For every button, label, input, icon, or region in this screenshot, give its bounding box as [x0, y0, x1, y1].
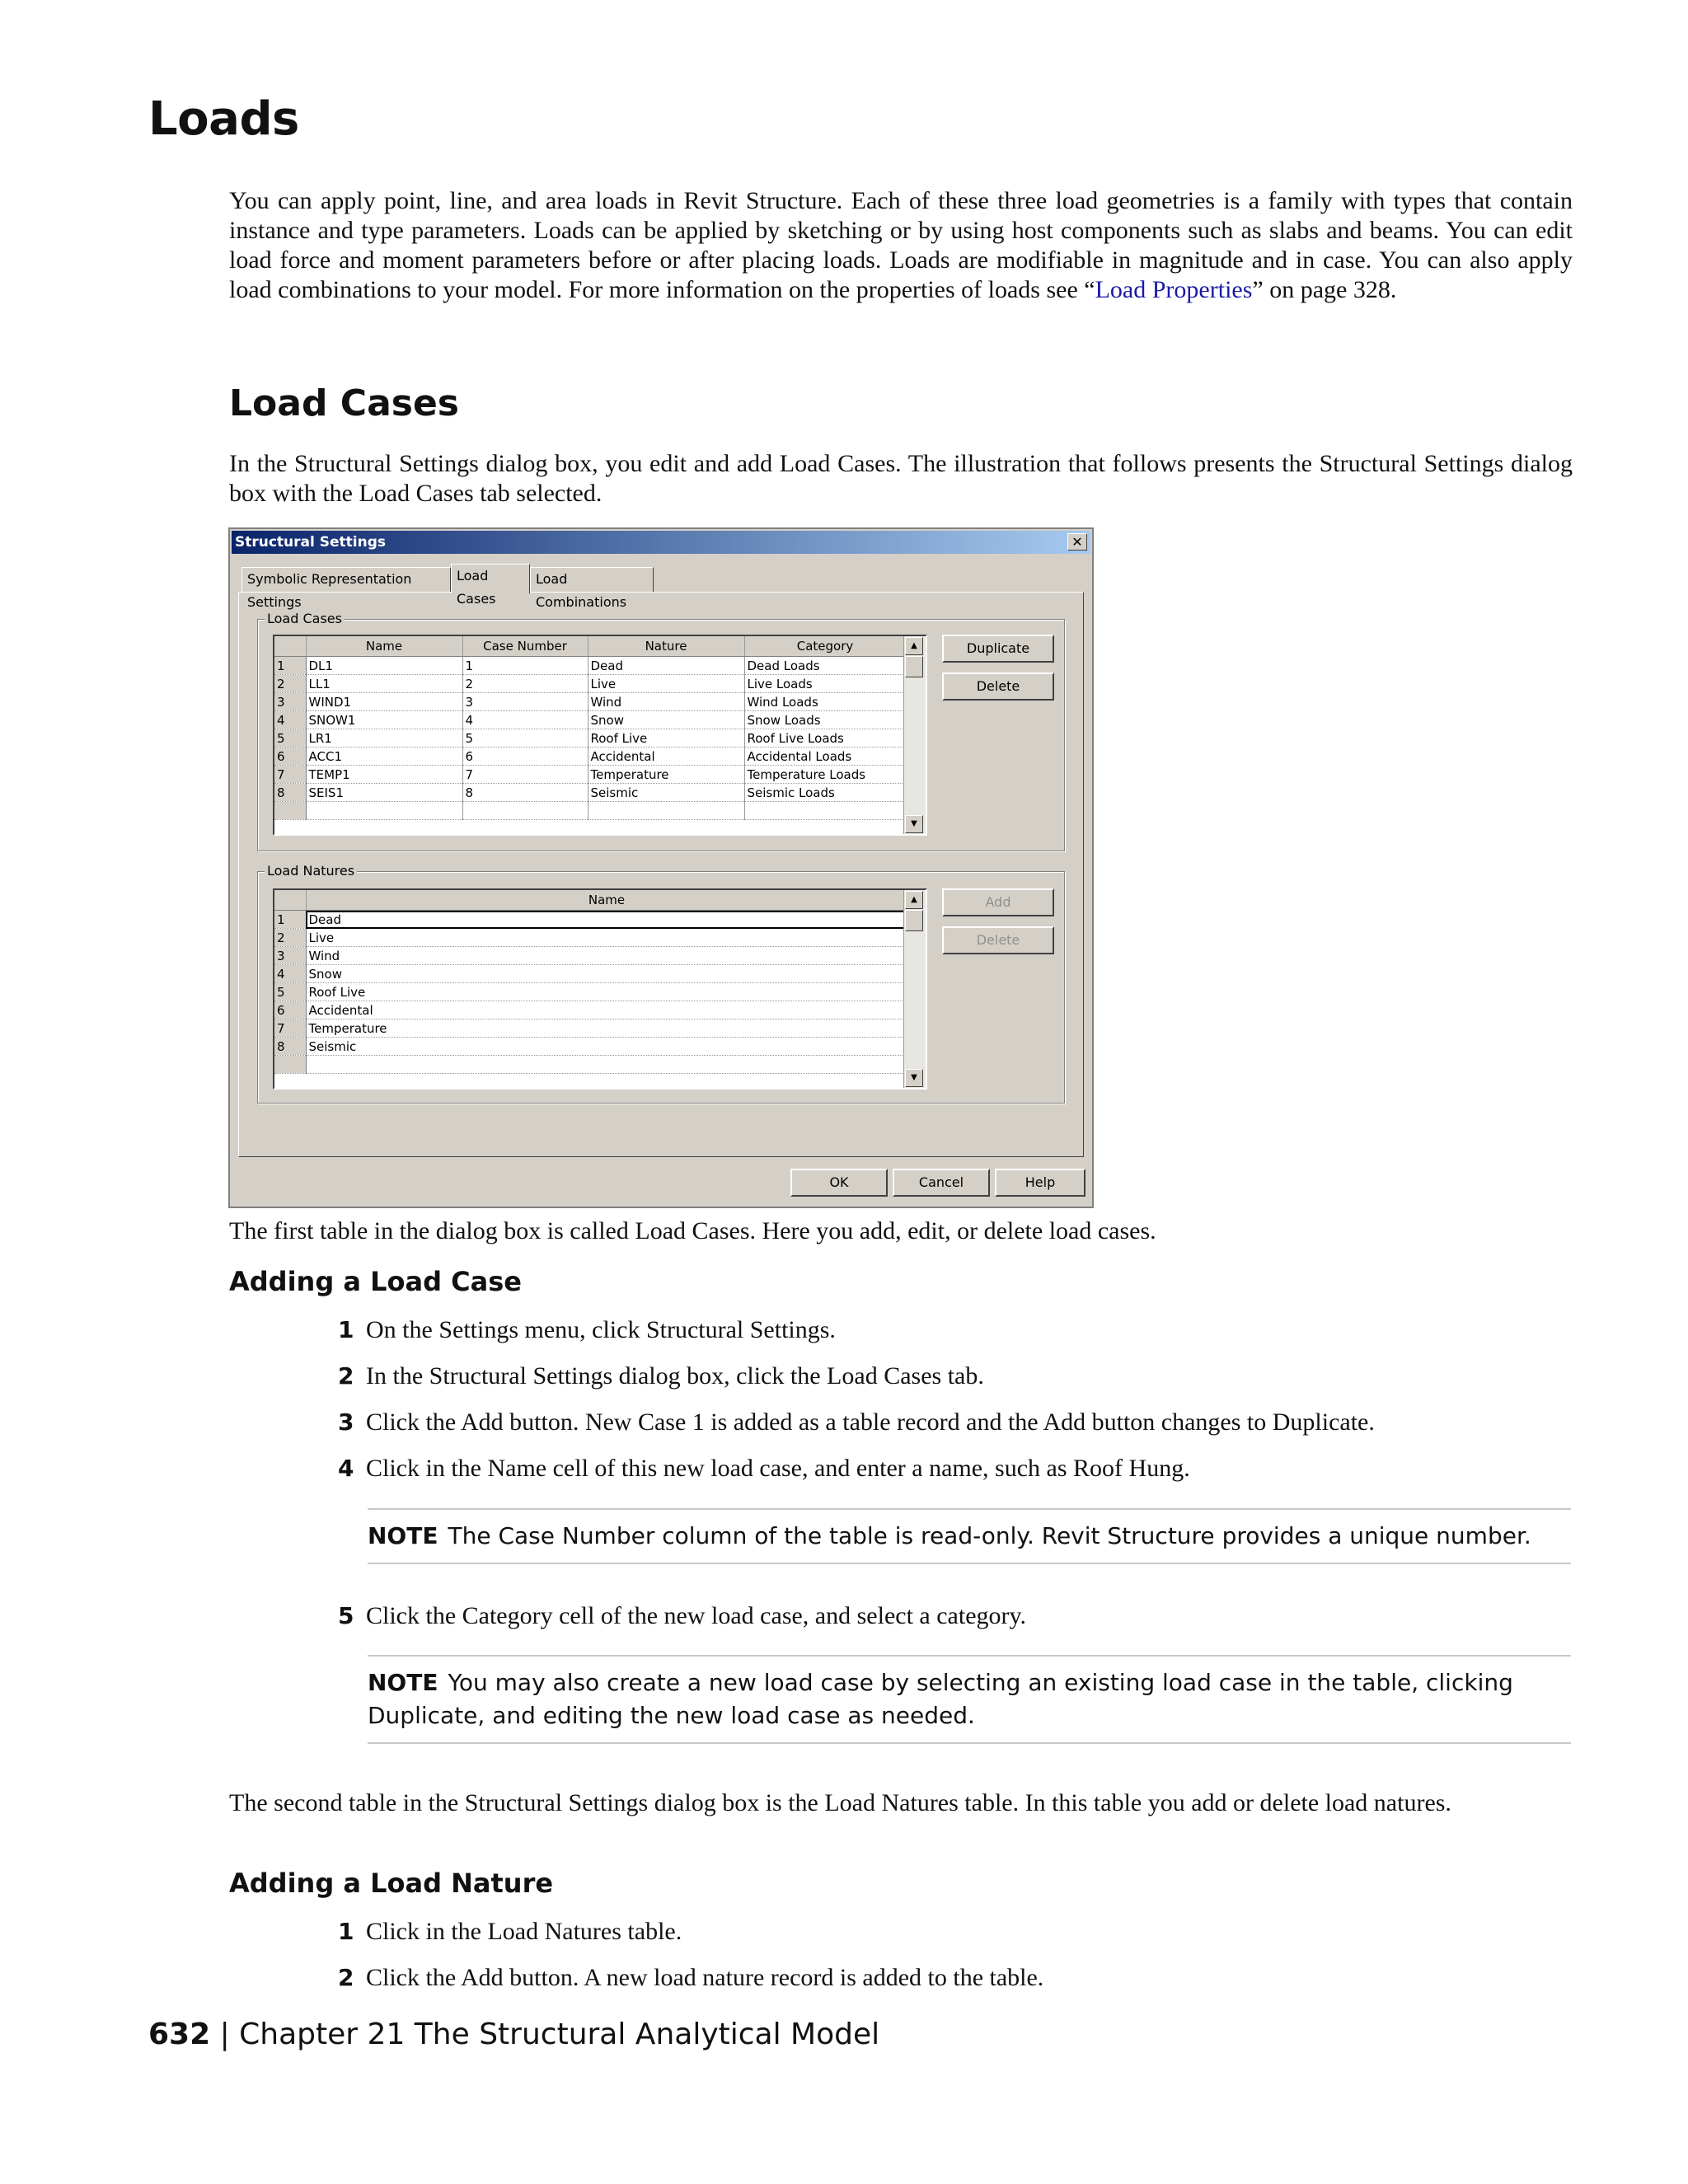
table-cell[interactable]: SNOW1: [306, 711, 462, 729]
table-cell[interactable]: Roof Live Loads: [744, 729, 906, 748]
table-cell[interactable]: 6: [462, 748, 588, 766]
row-index: 4: [274, 711, 306, 729]
case-step-5: 5 Click the Category cell of the new load case, and select a category.: [338, 1602, 1027, 1629]
case-step-1: 1 On the Settings menu, click Structural Settings.: [338, 1316, 836, 1343]
table-cell[interactable]: Roof Live: [588, 729, 744, 748]
table-cell[interactable]: Live: [306, 929, 907, 947]
dialog-titlebar: [232, 531, 1090, 554]
column-header-name[interactable]: Name: [306, 636, 462, 657]
table-cell[interactable]: Temperature: [306, 1019, 907, 1038]
load-natures-group-label: Load Natures: [265, 863, 357, 879]
table-row[interactable]: [274, 729, 906, 748]
row-index: 7: [274, 766, 306, 784]
table-cell[interactable]: LL1: [306, 675, 462, 693]
load-natures-scrollbar[interactable]: [903, 890, 926, 1088]
delete-nature-button[interactable]: Delete: [942, 926, 1054, 954]
table-cell[interactable]: Seismic: [306, 1038, 907, 1056]
empty-cell[interactable]: [306, 802, 462, 820]
table-cell[interactable]: SEIS1: [306, 784, 462, 802]
empty-row[interactable]: [274, 802, 906, 820]
empty-cell[interactable]: [306, 1056, 907, 1074]
table-cell[interactable]: Accidental Loads: [744, 748, 906, 766]
table-cell[interactable]: WIND1: [306, 693, 462, 711]
nature-step-2: 2 Click the Add button. A new load nature record is added to the table.: [338, 1964, 1044, 1991]
cancel-button[interactable]: Cancel: [893, 1169, 990, 1197]
table-row[interactable]: [274, 1038, 907, 1056]
table-cell[interactable]: 2: [462, 675, 588, 693]
delete-case-button[interactable]: Delete: [942, 673, 1054, 701]
scroll-down-icon[interactable]: ▼: [905, 815, 923, 833]
row-index: 5: [274, 729, 306, 748]
after-dialog-paragraph: The first table in the dialog box is called Load Cases. Here you add, edit, or delete load cases.: [229, 1217, 1156, 1244]
tab-panel: [238, 592, 1084, 1157]
case-step-3: 3 Click the Add button. New Case 1 is added as a table record and the Add button changes to Duplicate.: [338, 1408, 1375, 1436]
table-cell[interactable]: Snow: [588, 711, 744, 729]
dialog-title: Structural Settings: [235, 534, 387, 551]
scroll-up-icon[interactable]: ▲: [905, 637, 923, 655]
empty-row[interactable]: [274, 1056, 907, 1074]
table-cell[interactable]: Temperature: [588, 766, 744, 784]
case-step-2: 2 In the Structural Settings dialog box, click the Load Cases tab.: [338, 1362, 984, 1390]
table-cell[interactable]: Dead Loads: [744, 657, 906, 675]
row-index: 3: [274, 947, 306, 965]
help-button[interactable]: Help: [995, 1169, 1085, 1197]
note-duplicate: NOTE You may also create a new load case by selecting an existing load case in the table, clicking Duplicate, and editing the new load case as needed.: [368, 1655, 1571, 1744]
tab-load-combinations[interactable]: Load Combinations: [530, 567, 654, 592]
chapter-title: | Chapter 21 The Structural Analytical Model: [210, 2018, 880, 2051]
load-properties-link[interactable]: Load Properties: [1095, 276, 1253, 303]
column-header-category[interactable]: Category: [744, 636, 906, 657]
row-index: 8: [274, 784, 306, 802]
row-index: 7: [274, 1019, 306, 1038]
table-cell[interactable]: Temperature Loads: [744, 766, 906, 784]
row-index: 5: [274, 983, 306, 1001]
tab-symbolic-representation[interactable]: Symbolic Representation Settings: [241, 567, 451, 592]
table-row[interactable]: [274, 784, 906, 802]
note-label: NOTE: [368, 1522, 438, 1549]
corner-header: [274, 890, 306, 911]
table-row[interactable]: [274, 748, 906, 766]
tab-load-cases[interactable]: Load Cases: [451, 564, 530, 593]
row-index: 8: [274, 1038, 306, 1056]
add-nature-button[interactable]: Add: [942, 888, 1054, 916]
table-cell[interactable]: Seismic: [588, 784, 744, 802]
load-cases-scrollbar[interactable]: [903, 636, 926, 834]
table-row[interactable]: [274, 711, 906, 729]
table-cell[interactable]: Snow: [306, 965, 907, 983]
table-row[interactable]: [274, 1019, 907, 1038]
case-step-4: 4 Click in the Name cell of this new load case, and enter a name, such as Roof Hung.: [338, 1455, 1190, 1482]
row-index: 6: [274, 748, 306, 766]
table-cell[interactable]: Dead: [588, 657, 744, 675]
table-cell[interactable]: DL1: [306, 657, 462, 675]
empty-cell: [274, 802, 306, 820]
table-cell[interactable]: Dead: [306, 911, 907, 929]
column-header-case-number[interactable]: Case Number: [462, 636, 588, 657]
row-index: 1: [274, 911, 306, 929]
table-row[interactable]: [274, 1001, 907, 1019]
scroll-thumb[interactable]: [905, 656, 923, 677]
table-cell[interactable]: 1: [462, 657, 588, 675]
table-row[interactable]: [274, 657, 906, 675]
table-cell[interactable]: 4: [462, 711, 588, 729]
table-cell[interactable]: LR1: [306, 729, 462, 748]
table-cell[interactable]: 7: [462, 766, 588, 784]
intro-paragraph: You can apply point, line, and area loads in Revit Structure. Each of these three load geometries is a family with types that contain instance and type parameters. Loads can be applied by sketching or by using host components such as slabs and beams. You can edit load force and moment parameters before or after placing loads. Loads are modifiable in magnitude and in case. You can also apply load combinations to your model. For more information on the properties of loads see “Load Properties” on page 328.: [229, 187, 1573, 303]
page-title: Loads: [148, 92, 299, 146]
ok-button[interactable]: OK: [790, 1169, 888, 1197]
page-footer: [148, 2018, 879, 2051]
table-row[interactable]: [274, 965, 907, 983]
table-cell[interactable]: Accidental: [588, 748, 744, 766]
load-cases-paragraph: In the Structural Settings dialog box, you edit and add Load Cases. The illustration that follows presents the Structural Settings dialog box with the Load Cases tab selected.: [229, 450, 1573, 507]
row-index: 2: [274, 675, 306, 693]
empty-cell[interactable]: [744, 802, 906, 820]
row-index: 3: [274, 693, 306, 711]
table-cell[interactable]: Seismic Loads: [744, 784, 906, 802]
table-cell[interactable]: 5: [462, 729, 588, 748]
natures-paragraph: The second table in the Structural Settings dialog box is the Load Natures table. In this table you add or delete load natures.: [229, 1789, 1451, 1816]
table-cell[interactable]: TEMP1: [306, 766, 462, 784]
load-cases-group: [257, 611, 1065, 851]
load-natures-group: [257, 863, 1065, 1104]
table-row[interactable]: [274, 675, 906, 693]
table-cell[interactable]: Live Loads: [744, 675, 906, 693]
row-index: 4: [274, 965, 306, 983]
table-row[interactable]: [274, 766, 906, 784]
table-row[interactable]: [274, 693, 906, 711]
table-cell[interactable]: 3: [462, 693, 588, 711]
corner-header: [274, 636, 306, 657]
row-index: 2: [274, 929, 306, 947]
load-natures-table[interactable]: [273, 888, 927, 1090]
table-cell[interactable]: 8: [462, 784, 588, 802]
scroll-thumb[interactable]: [905, 910, 923, 931]
table-row[interactable]: [274, 947, 907, 965]
page-number: 632: [148, 2018, 211, 2051]
scroll-down-icon[interactable]: ▼: [905, 1069, 923, 1087]
table-row[interactable]: [274, 911, 907, 929]
scroll-up-icon[interactable]: ▲: [905, 891, 923, 909]
duplicate-button[interactable]: Duplicate: [942, 635, 1054, 663]
note-label: NOTE: [368, 1669, 438, 1696]
table-cell[interactable]: ACC1: [306, 748, 462, 766]
nature-step-1: 1 Click in the Load Natures table.: [338, 1918, 682, 1945]
table-cell[interactable]: Wind: [306, 947, 907, 965]
adding-load-case-heading: Adding a Load Case: [229, 1266, 522, 1297]
empty-cell[interactable]: [462, 802, 588, 820]
load-cases-heading: Load Cases: [229, 382, 459, 424]
table-cell[interactable]: Roof Live: [306, 983, 907, 1001]
note-read-only: NOTE The Case Number column of the table is read-only. Revit Structure provides a unique number.: [368, 1508, 1571, 1564]
empty-cell[interactable]: [588, 802, 744, 820]
table-row[interactable]: [274, 983, 907, 1001]
table-cell[interactable]: Wind Loads: [744, 693, 906, 711]
table-cell[interactable]: Accidental: [306, 1001, 907, 1019]
table-cell[interactable]: Wind: [588, 693, 744, 711]
load-cases-group-label: Load Cases: [265, 611, 345, 626]
load-cases-table[interactable]: [273, 635, 927, 836]
row-index: 1: [274, 657, 306, 675]
table-cell[interactable]: Live: [588, 675, 744, 693]
table-cell[interactable]: Snow Loads: [744, 711, 906, 729]
close-icon[interactable]: ✕: [1067, 533, 1087, 551]
column-header-nature-name[interactable]: Name: [306, 890, 907, 911]
table-row[interactable]: [274, 929, 907, 947]
column-header-nature[interactable]: Nature: [588, 636, 744, 657]
empty-cell: [274, 1056, 306, 1074]
adding-load-nature-heading: Adding a Load Nature: [229, 1868, 554, 1899]
structural-settings-dialog: [228, 527, 1094, 1208]
row-index: 6: [274, 1001, 306, 1019]
